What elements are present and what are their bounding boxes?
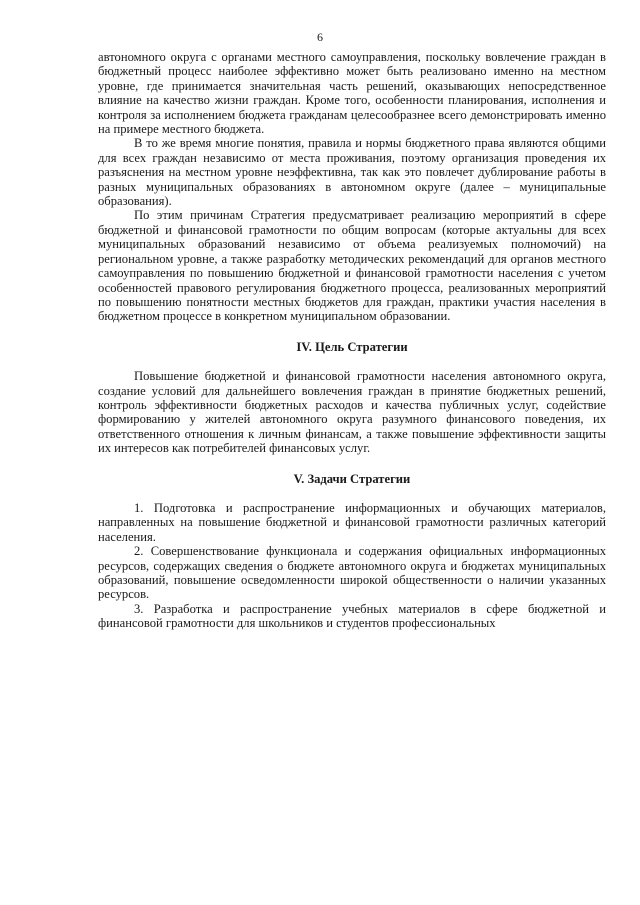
- page-number: 6: [317, 30, 323, 44]
- paragraph-goal: Повышение бюджетной и финансовой грамотности населения автономного округа, создание условий для дальнейшего вовлечения граждан в принятие бюджетных решений, контроль эффективности бюджетных расходов и качества публичных услуг, содействие формированию у жителей автономного округа разумного финансового поведения, их ответственного отношения к личным финансам, а также повышение эффективности защиты их интересов как потребителей финансовых услуг.: [98, 369, 606, 456]
- section-heading-goal: IV. Цель Стратегии: [296, 339, 408, 354]
- section-heading-tasks: V. Задачи Стратегии: [293, 471, 411, 486]
- paragraph-budget-law: В то же время многие понятия, правила и нормы бюджетного права являются общими для всех граждан независимо от места проживания, поэтому организация проведения их разъяснения на местном уровне неэффективна, так как это повлечет дублирование работы в разных муниципальных образованиях в автономном округе (далее – муниципальные образования).: [98, 136, 606, 209]
- document-body: [98, 50, 606, 631]
- task-item-1: 1. Подготовка и распространение информационных и обучающих материалов, направленных на повышение бюджетной и финансовой грамотности различных категорий населения.: [98, 500, 606, 544]
- task-item-2: 2. Совершенствование функционала и содержания официальных информационных ресурсов, содержащих сведения о бюджете автономного округа и бюджетах муниципальных образований, повышение осведомленности широкой общественности о наличии указанных ресурсов.: [98, 544, 606, 602]
- paragraph-strategy-measures: По этим причинам Стратегия предусматривает реализацию мероприятий в сфере бюджетной и финансовой грамотности по общим вопросам (которые актуальны для всех муниципальных образований независимо от объема реализуемых полномочий) на региональном уровне, а также разработку методических рекомендаций для органов местного самоуправления по повышению бюджетной и финансовой грамотности населения с учетом особенностей правового регулирования бюджетного процесса, реализованных мероприятий по повышению понятности местных бюджетов для граждан, практики участия населения в бюджетном процессе в конкретном муниципальном образовании.: [98, 208, 606, 324]
- paragraph-continuation: автономного округа с органами местного самоуправления, поскольку вовлечение граждан в бюджетный процесс наиболее эффективно может быть реализовано именно на местном уровне, где принимается значительная часть решений, оказывающих непосредственное влияние на качество жизни граждан. Кроме того, особенности планирования, исполнения и контроля за исполнением бюджета гражданам целесообразнее всего демонстрировать именно на примере местного бюджета.: [98, 50, 606, 137]
- task-item-3: 3. Разработка и распространение учебных материалов в сфере бюджетной и финансовой грамотности для школьников и студентов профессиональных: [98, 601, 606, 631]
